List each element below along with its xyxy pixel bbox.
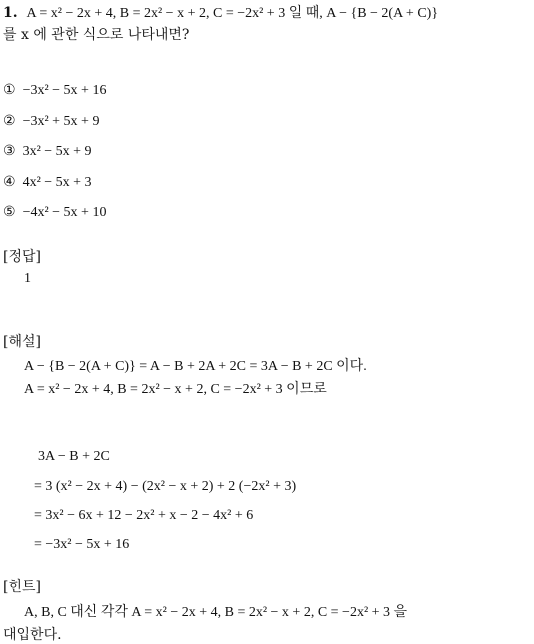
choice-5[interactable] [3,204,106,221]
derivation-step-4: = −3x² − 5x + 16 [34,537,130,552]
choice-3[interactable] [3,143,92,160]
question-text-1: A = x² − 2x + 4, B = 2x² − x + 2, C = −2x² + 3 일 때, A − {B − 2(A + C)} [26,6,439,21]
answer-value: 1 [24,271,31,286]
choice-text: 4x² − 5x + 3 [22,175,92,190]
choice-mark: ① [3,83,16,98]
choice-text: −4x² − 5x + 10 [22,205,107,220]
explanation-line-2: A = x² − 2x + 4, B = 2x² − x + 2, C = −2x² + 3 이므로 [24,382,327,397]
choice-2[interactable] [3,113,99,130]
question-line-1 [3,2,438,22]
choice-mark: ③ [3,144,16,159]
choice-4[interactable] [3,174,92,191]
choice-text: 3x² − 5x + 9 [22,144,92,159]
hint-line-2: 대입한다. [3,627,62,643]
choice-mark: ⑤ [3,205,16,220]
choice-text: −3x² + 5x + 9 [22,114,100,129]
question-line-2: 를 x 에 관한 식으로 나타내면? [3,27,190,43]
choice-mark: ④ [3,175,16,190]
derivation-step-1: 3A − B + 2C [38,449,110,464]
choice-text: −3x² − 5x + 16 [22,83,107,98]
hint-heading: [힌트] [3,579,41,595]
explanation-line-1: A − {B − 2(A + C)} = A − B + 2A + 2C = 3A − B + 2C 이다. [24,359,367,374]
answer-heading: [정답] [3,249,41,265]
choice-mark: ② [3,114,16,129]
hint-line-1: A, B, C 대신 각각 A = x² − 2x + 4, B = 2x² − x + 2, C = −2x² + 3 을 [24,605,408,620]
explanation-heading: [해설] [3,334,41,350]
choice-1[interactable] [3,82,106,99]
derivation-step-3: = 3x² − 6x + 12 − 2x² + x − 2 − 4x² + 6 [34,508,254,523]
derivation-step-2: = 3 (x² − 2x + 4) − (2x² − x + 2) + 2 (−2x² + 3) [34,479,297,494]
question-number: 1. [3,5,18,21]
